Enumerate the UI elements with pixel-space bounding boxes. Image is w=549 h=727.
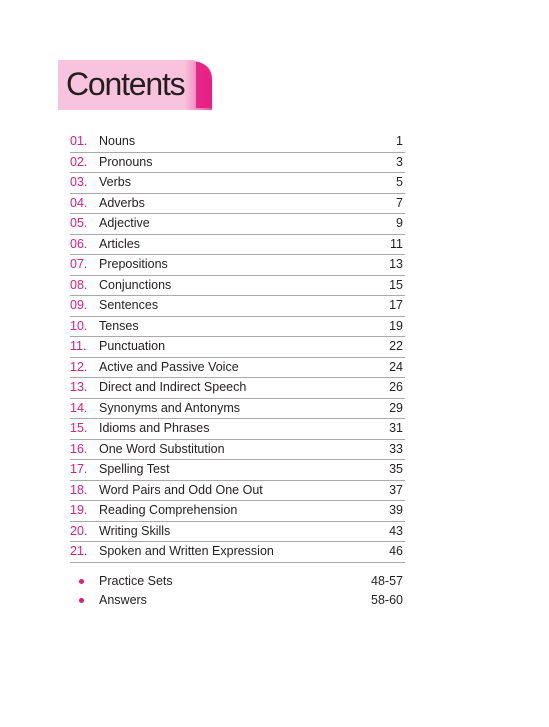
toc-list: [70, 132, 405, 563]
chapter-title: One Word Substitution: [99, 441, 225, 456]
chapter-title: Active and Passive Voice: [99, 359, 239, 374]
page-number: 1: [396, 134, 403, 148]
page-number: 29: [389, 400, 403, 415]
page-number: 13: [389, 257, 403, 271]
page-number: 37: [389, 482, 403, 497]
chapter-number: 01.: [70, 134, 88, 148]
chapter-title: Synonyms and Antonyms: [99, 400, 241, 415]
extra-row[interactable]: [70, 572, 405, 591]
page-number: 19: [389, 318, 403, 333]
toc-row[interactable]: [70, 194, 405, 215]
chapter-title: Nouns: [99, 134, 136, 148]
chapter-number: 09.: [70, 298, 88, 312]
toc-row[interactable]: [70, 214, 405, 235]
chapter-title: Spelling Test: [99, 462, 170, 476]
chapter-title: Tenses: [99, 318, 139, 333]
page-number: 11: [390, 236, 403, 251]
page-range: 58-60: [371, 593, 403, 607]
toc-row[interactable]: [70, 153, 405, 174]
chapter-number: 06.: [70, 236, 88, 251]
page-number: 26: [389, 380, 403, 394]
chapter-number: 13.: [70, 380, 88, 394]
toc-row[interactable]: [70, 276, 405, 297]
chapter-title: Word Pairs and Odd One Out: [99, 482, 263, 497]
chapter-title: Adverbs: [99, 195, 145, 210]
toc-row[interactable]: [70, 419, 405, 440]
chapter-number: 05.: [70, 216, 88, 230]
toc-row[interactable]: [70, 132, 405, 153]
extras-list: [70, 572, 405, 610]
page-number: 35: [389, 462, 403, 476]
toc-row[interactable]: [70, 542, 405, 563]
page-number: 9: [396, 216, 403, 230]
page-number: 24: [389, 359, 403, 374]
chapter-number: 17.: [70, 462, 88, 476]
toc-row[interactable]: [70, 296, 405, 317]
chapter-title: Writing Skills: [99, 523, 171, 538]
page-number: 7: [396, 195, 403, 210]
chapter-title: Articles: [99, 236, 140, 251]
chapter-title: Prepositions: [99, 257, 168, 271]
chapter-number: 21.: [70, 544, 88, 558]
toc-row[interactable]: [70, 399, 405, 420]
chapter-title: Verbs: [99, 175, 131, 189]
chapter-number: 02.: [70, 154, 88, 169]
page-number: 17: [389, 298, 403, 312]
toc-row[interactable]: [70, 522, 405, 543]
chapter-title: Direct and Indirect Speech: [99, 380, 247, 394]
extra-title: Answers: [99, 593, 147, 607]
chapter-number: 14.: [70, 400, 88, 415]
toc-row[interactable]: [70, 337, 405, 358]
toc-row[interactable]: [70, 460, 405, 481]
toc-row[interactable]: [70, 481, 405, 502]
chapter-title: Punctuation: [99, 339, 166, 353]
toc-row[interactable]: [70, 255, 405, 276]
bullet-icon: [79, 598, 84, 603]
chapter-title: Adjective: [99, 216, 150, 230]
chapter-number: 19.: [70, 503, 88, 517]
chapter-title: Spoken and Written Expression: [99, 544, 274, 558]
chapter-number: 11.: [70, 339, 87, 353]
contents-heading: [58, 60, 212, 110]
chapter-title: Pronouns: [99, 154, 153, 169]
chapter-number: 08.: [70, 277, 88, 292]
toc-row[interactable]: [70, 235, 405, 256]
page-number: 39: [389, 503, 403, 517]
page-number: 43: [389, 523, 403, 538]
chapter-number: 03.: [70, 175, 88, 189]
page-number: 22: [389, 339, 403, 353]
toc-row[interactable]: [70, 317, 405, 338]
chapter-number: 12.: [70, 359, 88, 374]
page-number: 15: [389, 277, 403, 292]
extra-title: Practice Sets: [99, 574, 173, 588]
page-number: 5: [396, 175, 403, 189]
toc-row[interactable]: [70, 173, 405, 194]
page-number: 3: [396, 154, 403, 169]
chapter-title: Sentences: [99, 298, 159, 312]
chapter-number: 10.: [70, 318, 88, 333]
page-title: Contents: [66, 66, 185, 102]
chapter-title: Conjunctions: [99, 277, 172, 292]
heading-accent-edge: [196, 62, 212, 108]
chapter-number: 18.: [70, 482, 88, 497]
chapter-number: 20.: [70, 523, 88, 538]
chapter-number: 16.: [70, 441, 88, 456]
chapter-number: 07.: [70, 257, 88, 271]
page-range: 48-57: [371, 574, 403, 588]
chapter-number: 15.: [70, 421, 88, 435]
chapter-title: Reading Comprehension: [99, 503, 238, 517]
toc-row[interactable]: [70, 501, 405, 522]
page-number: 31: [389, 421, 403, 435]
toc-row[interactable]: [70, 358, 405, 379]
chapter-number: 04.: [70, 195, 88, 210]
toc-row[interactable]: [70, 440, 405, 461]
chapter-title: Idioms and Phrases: [99, 421, 210, 435]
bullet-icon: [79, 579, 84, 584]
page-number: 46: [389, 544, 403, 558]
page-number: 33: [389, 441, 403, 456]
toc-row[interactable]: [70, 378, 405, 399]
extra-row[interactable]: [70, 591, 405, 610]
